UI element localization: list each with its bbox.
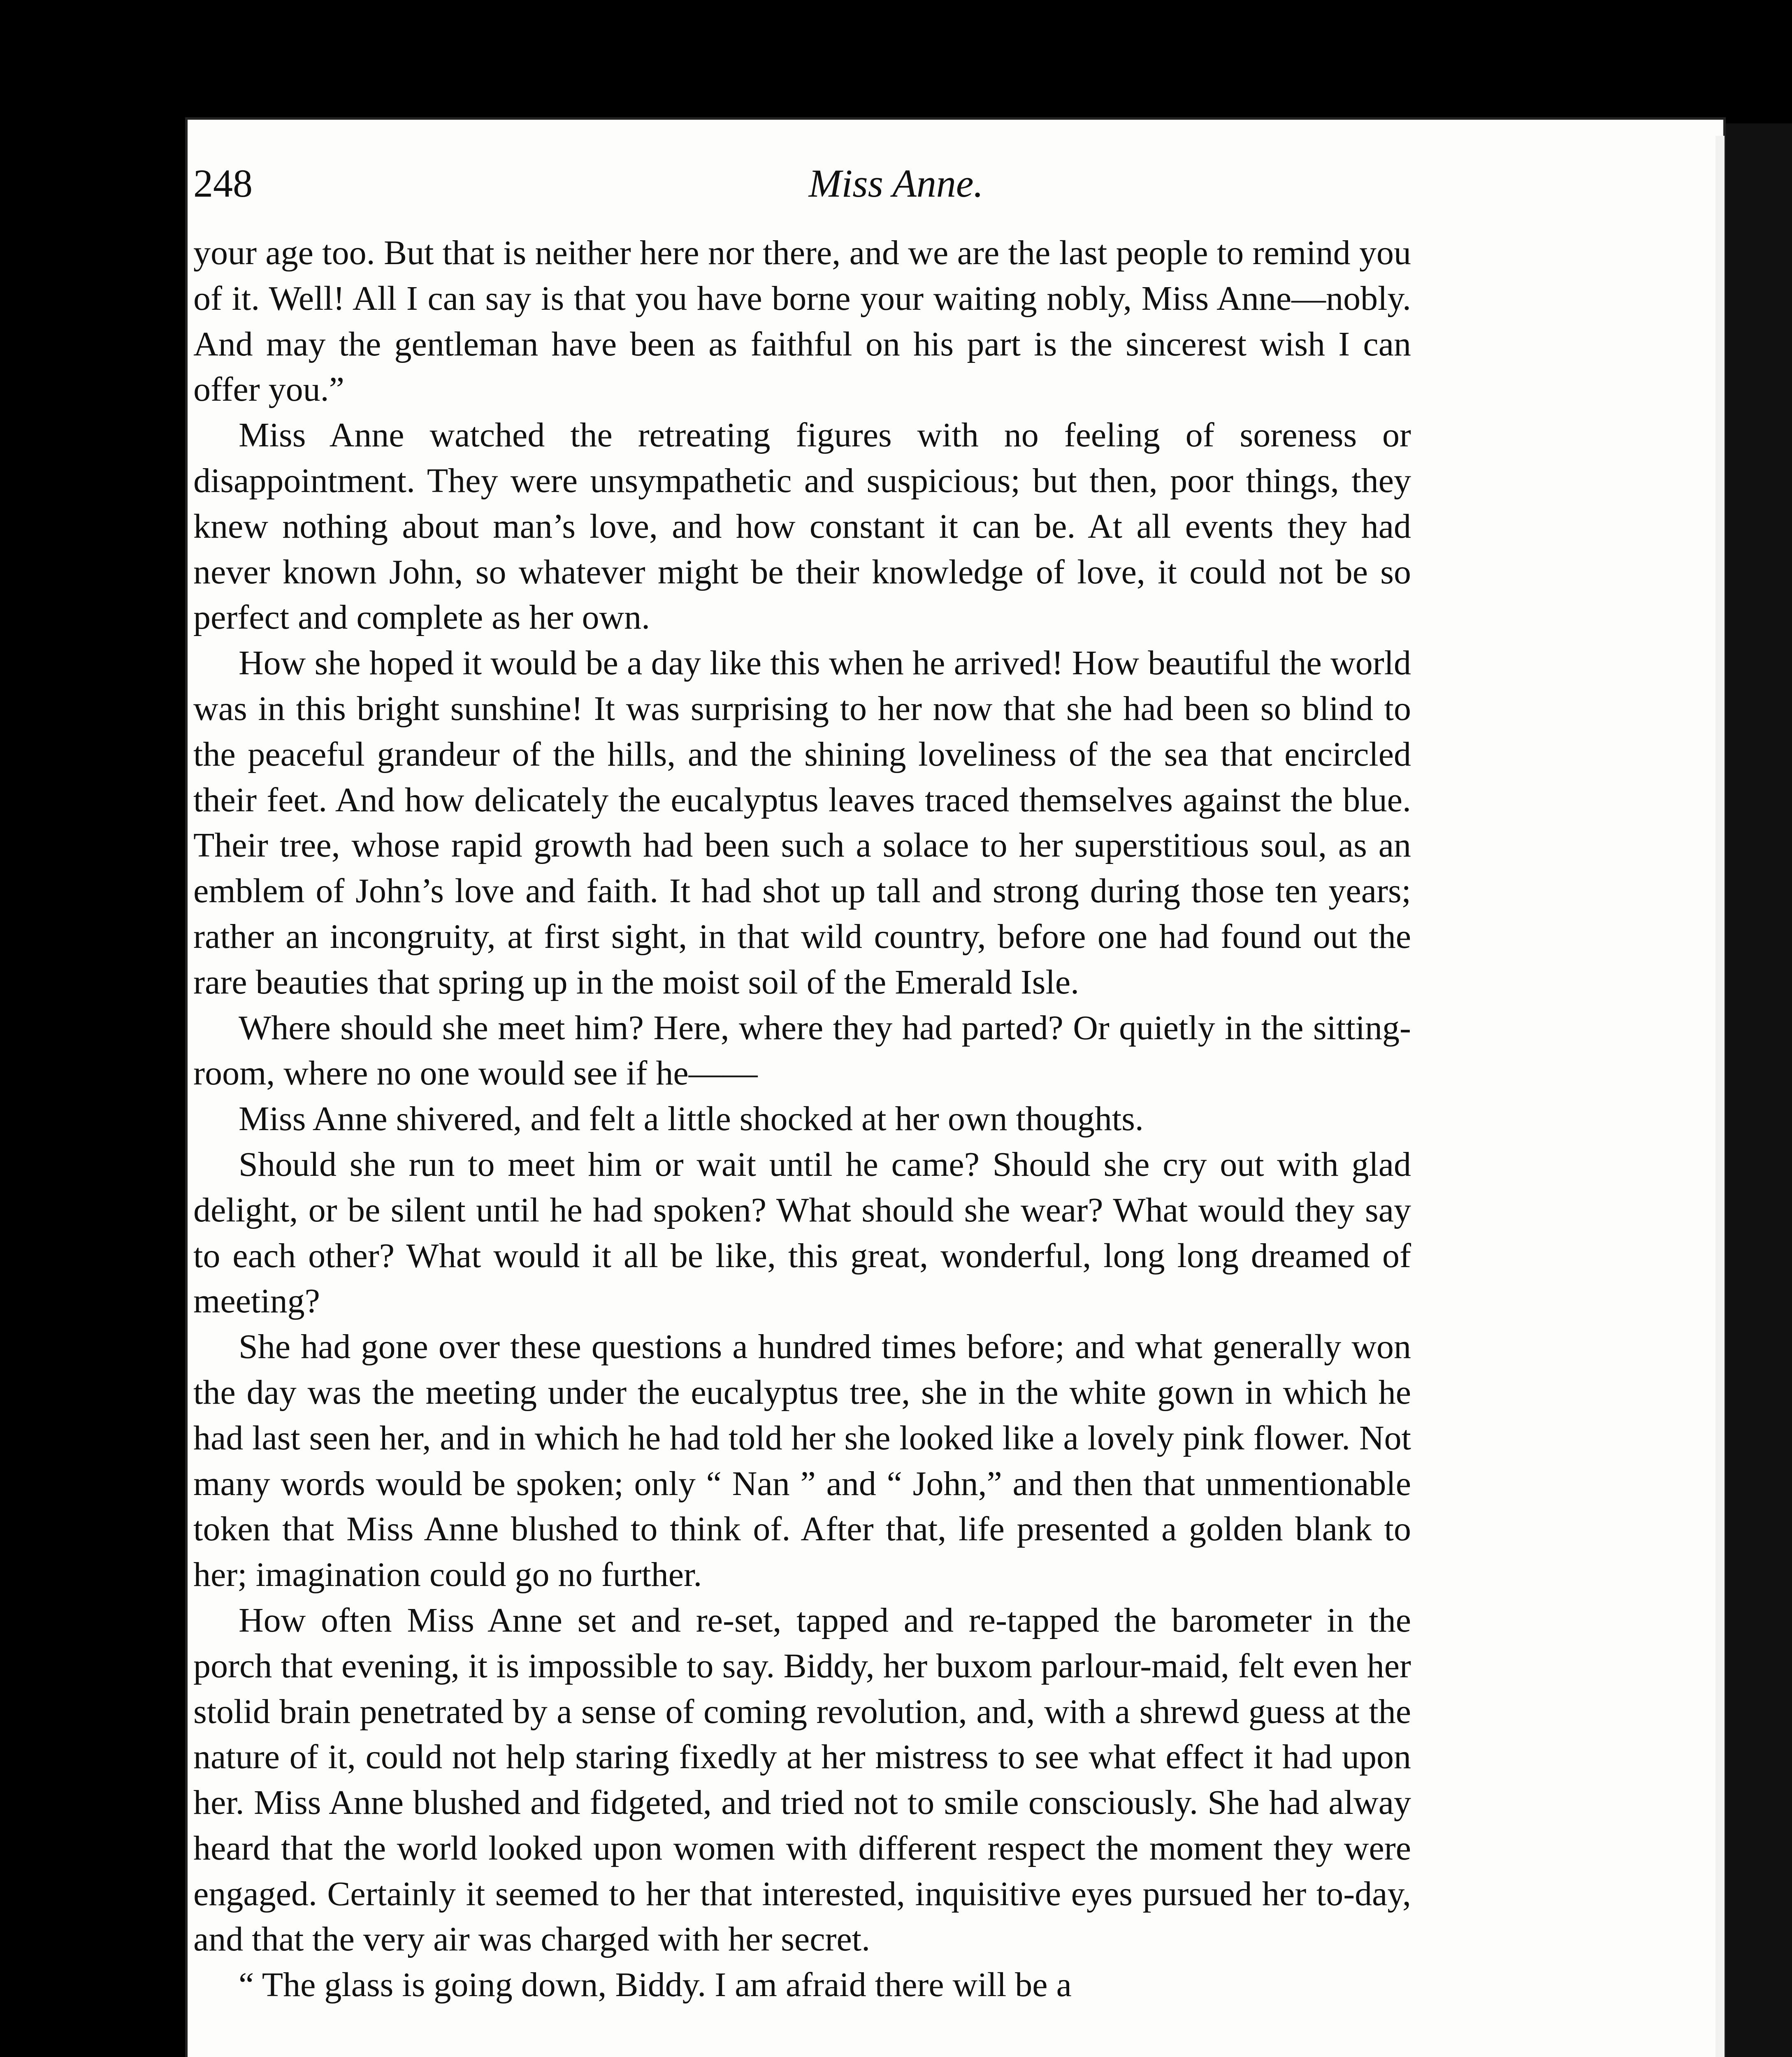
page-edge — [1715, 136, 1725, 2057]
running-head — [193, 160, 1599, 222]
paragraph: Miss Anne shivered, and felt a little shocked at her own thoughts. — [239, 1100, 1144, 1138]
paragraph: Miss Anne watched the retreating figures with no feeling of soreness or disappointment. They were unsympathetic and suspicious; but then, poor things, they knew nothing about man’s love, and how constant it can be. At all events they had never known John, so whatever might be their knowledge of love, it could not be so perfect and complete as her own. — [193, 416, 1411, 637]
paragraph: your age too. But that is neither here nor there, and we are the last people to remind you of it. Well! All I can say is that you have borne your waiting nobly, Miss Anne—nobly. And may the gentleman have been as faithful on his part is the sincerest wish I can offer you.” — [193, 234, 1411, 409]
body-text — [193, 230, 1411, 2008]
book-spine-shadow — [1726, 123, 1792, 2057]
paragraph: Should she run to meet him or wait until he came? Should she cry out with glad delight, or be silent until he had spoken? What should she wear? What would they say to each other? What would it all be like, this great, wonderful, long long dreamed of meeting? — [193, 1145, 1411, 1321]
page-title: Miss Anne. — [808, 161, 984, 205]
paragraph: Where should she meet him? Here, where they had parted? Or quietly in the sitting-room, where no one would see if he—— — [193, 1008, 1411, 1093]
page-number: 248 — [193, 161, 253, 205]
paragraph: “ The glass is going down, Biddy. I am afraid there will be a — [239, 1966, 1072, 2004]
paragraph: How often Miss Anne set and re-set, tapped and re-tapped the barometer in the porch that evening, it is impossible to say. Biddy, her buxom parlour-maid, felt even her stolid brain penetrated by a sense of coming revolution, and, with a shrewd guess at the nature of it, could not help staring fixedly at her mistress to see what effect it had upon her. Miss Anne blushed and fidgeted, and tried not to smile consciously. She had alway heard that the world looked upon women with different respect the moment they were engaged. Certainly it seemed to her that interested, inquisitive eyes pursued her to-day, and that the very air was charged with her secret. — [193, 1601, 1411, 1959]
paragraph: She had gone over these questions a hundred times before; and what generally won the day was the meeting under the eucalyptus tree, she in the white gown in which he had last seen her, and in which he had told her she looked like a lovely pink flower. Not many words would be spoken; only “ Nan ” and “ John,” and then that unmentionable token that Miss Anne blushed to think of. After that, life presented a golden blank to her; imagination could go no further. — [193, 1328, 1411, 1594]
paragraph: How she hoped it would be a day like this when he arrived! How beautiful the world was in this bright sunshine! It was surprising to her now that she had been so blind to the peaceful grandeur of the hills, and the shining loveliness of the sea that encircled their feet. And how delicately the eucalyptus leaves traced themselves against the blue. Their tree, whose rapid growth had been such a solace to her superstitious soul, as an emblem of John’s love and faith. It had shot up tall and strong during those ten years; rather an incongruity, at first sight, in that wild country, before one had found out the rare beauties that spring up in the moist soil of the Emerald Isle. — [193, 644, 1411, 1001]
